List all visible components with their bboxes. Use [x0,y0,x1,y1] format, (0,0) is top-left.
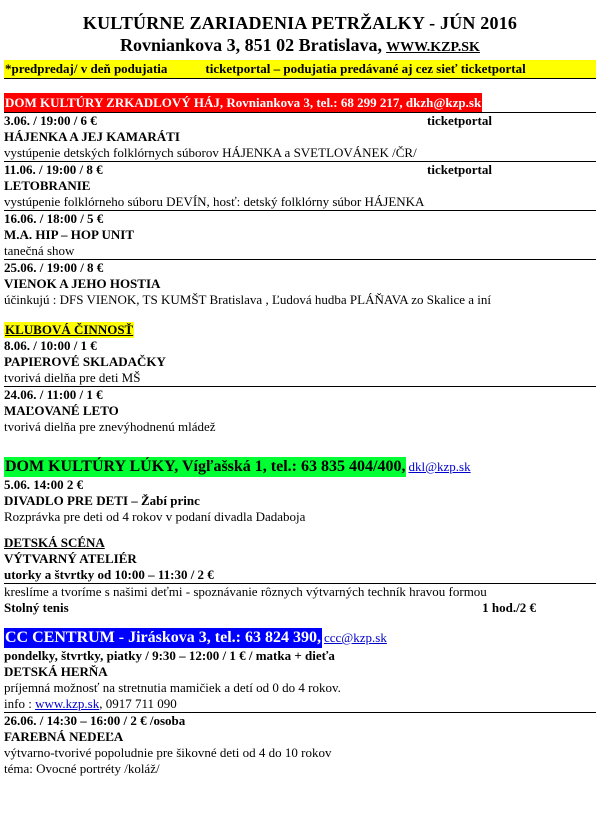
event-when: 8.06. / 10:00 / 1 € [4,338,97,353]
event-farebna-nedela [4,712,596,777]
atelier-name: VÝTVARNÝ ATELIÉR [4,551,137,566]
event-name: PAPIEROVÉ SKLADAČKY [4,354,166,369]
event-when: 25.06. / 19:00 / 8 € [4,260,104,275]
address: Rovniankova 3, 851 02 Bratislava, [120,35,383,55]
stolny-tenis-row [4,600,596,616]
event-hip-hop [4,210,596,259]
page-title: KULTÚRNE ZARIADENIA PETRŽALKY - JÚN 2016 [82,13,518,33]
event-desc: príjemná možnosť na stretnutia mamičiek a detí od 0 do 4 rokov. [4,680,341,695]
dk-luky-heading-row [4,457,600,477]
section-klubova-cinnost: KLUBOVÁ ČINNOSŤ [5,322,134,337]
dk-luky-email[interactable]: dkl@kzp.sk [408,459,471,474]
page-header [0,0,600,58]
detska-scena-heading: DETSKÁ SCÉNA [4,535,105,550]
event-desc: účinkujú : DFS VIENOK, TS KUMŠT Bratislava , Ľudová hudba PLÁŇAVA zo Skalice a iní [4,292,492,307]
event-malovane-leto [4,386,596,435]
section-cc-centrum: CC CENTRUM - Jiráskova 3, tel.: 63 824 390, [5,629,321,646]
cc-centrum-email[interactable]: ccc@kzp.sk [323,630,387,645]
event-divadlo [4,477,596,525]
tenis-label: Stolný tenis [4,600,69,615]
event-letobranie [4,161,596,210]
event-desc: Rozprávka pre deti od 4 rokov v podaní divadla Dadaboja [4,509,306,524]
event-when: pondelky, štvrtky, piatky / 9:30 – 12:00 / 1 € / matka + dieťa [4,648,335,663]
notice-ticketportal: ticketportal – podujatia predávané aj cez sieť ticketportal [205,61,526,76]
event-when: 3.06. / 19:00 / 6 € ticketportal [4,113,492,128]
info-line: info : www.kzp.sk, 0917 711 090 [4,696,177,711]
event-name: DETSKÁ HERŇA [4,664,108,679]
event-desc: vystúpenie detských folklórnych súborov HÁJENKA a SVETLOVÁNEK /ČR/ [4,145,417,160]
event-when: 11.06. / 19:00 / 8 € ticketportal [4,162,492,177]
event-desc: tvorivá dielňa pre znevýhodnenú mládež [4,419,216,434]
event-name: DIVADLO PRE DETI – Žabí princ [4,493,200,508]
event-when: 24.06. / 11:00 / 1 € [4,387,103,402]
event-name: HÁJENKA A JEJ KAMARÁTI [4,129,180,144]
event-name: VIENOK A JEHO HOSTIA [4,276,161,291]
ticket-notice [4,60,596,79]
event-vienok [4,259,596,308]
section-dk-zrkadlovy-haj: DOM KULTÚRY ZRKADLOVÝ HÁJ, Rovniankova 3, tel.: 68 299 217, dkzh@kzp.sk [5,95,482,110]
event-name: MAĽOVANÉ LETO [4,403,119,418]
website-link[interactable]: WWW.KZP.SK [386,40,480,55]
event-when: 5.06. 14:00 2 € [4,477,84,492]
cc-centrum-heading-row [4,628,600,648]
atelier-desc: kreslíme a tvoríme s našimi deťmi - spoznávanie rôznych výtvarných techník hravou formou [4,584,487,599]
klubova-heading-row [4,322,596,338]
event-desc: vystúpenie folklórneho súboru DEVÍN, hosť: detský folklórny súbor HÁJENKA [4,194,425,209]
event-hajenka [4,112,596,161]
event-detska-herna [4,648,596,712]
info-website-link[interactable]: www.kzp.sk [35,696,100,711]
event-name: FAREBNÁ NEDEĽA [4,729,124,744]
event-theme: téma: Ovocné portréty /koláž/ [4,761,160,776]
ticketportal-tag: ticketportal [427,162,492,177]
event-papierove [4,338,596,386]
section-dk-luky: DOM KULTÚRY LÚKY, Vígľašská 1, tel.: 63 835 404/400, [5,458,406,475]
notice-presale: *predpredaj/ v deň podujatia [5,61,168,76]
tenis-price: 1 hod./2 € [482,600,536,615]
event-desc: tanečná show [4,243,75,258]
event-name: M.A. HIP – HOP UNIT [4,227,135,242]
event-when: 16.06. / 18:00 / 5 € [4,211,104,226]
event-when: 26.06. / 14:30 – 16:00 / 2 € /osoba [4,713,186,728]
detska-scena [4,535,596,616]
event-name: LETOBRANIE [4,178,91,193]
event-desc: výtvarno-tvorivé popoludnie pre šikovné deti od 4 do 10 rokov [4,745,332,760]
ticketportal-tag: ticketportal [427,113,492,128]
atelier-when: utorky a štvrtky od 10:00 – 11:30 / 2 € [4,567,214,582]
address-line [0,33,600,58]
event-desc: tvorivá dielňa pre deti MŠ [4,370,141,385]
